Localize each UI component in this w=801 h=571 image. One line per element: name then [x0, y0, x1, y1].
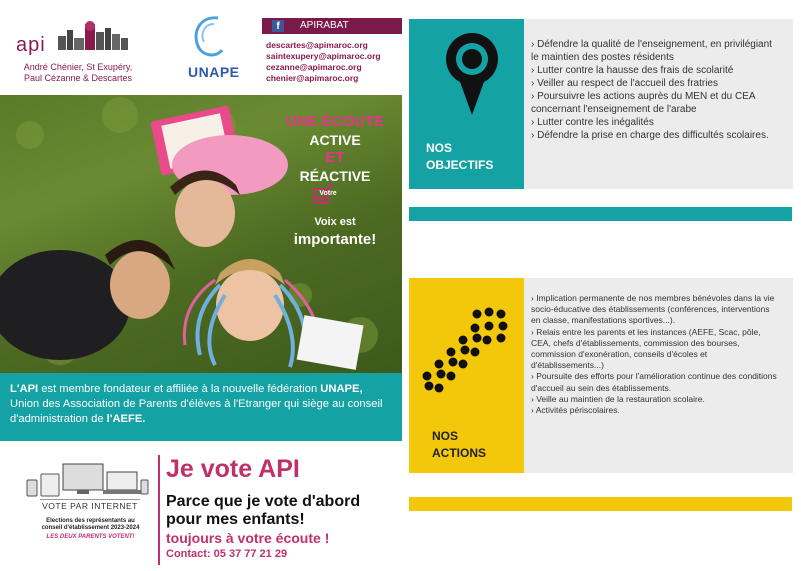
action-item: › Veille au maintien de la restauration scolaire.	[531, 394, 779, 405]
action-item: › Poursuite des efforts pour l'amélioration continue des conditions d'accueil au sein des établissements.	[531, 371, 779, 393]
objectif-item: › Défendre la qualité de l'enseignement, en privilégiant le maintien des postes résidents	[531, 38, 781, 64]
vote-headline: Je vote API	[166, 455, 300, 483]
objectif-item: › Lutter contre les inégalités	[531, 116, 781, 129]
api-schools	[8, 62, 148, 84]
banner-unape: UNAPE,	[320, 383, 363, 395]
vote-reason-line: Parce que je vote d'abord	[166, 493, 361, 510]
action-item: › Activités périscolaires.	[531, 405, 779, 416]
banner-text: est membre fondateur et affiliée à la nouvelle fédération	[38, 383, 321, 395]
api-logo	[8, 6, 148, 86]
vote-reason	[166, 493, 360, 529]
actions-list	[531, 293, 779, 416]
unape-logo	[180, 12, 240, 90]
school-skyline-icon	[58, 20, 128, 50]
federation-text	[10, 382, 392, 427]
students-photo	[0, 95, 402, 373]
email-link[interactable]: chenier@apimaroc.org	[266, 73, 359, 83]
action-item: › Implication permanente de nos membres bénévoles dans la vie socio-éducative des établissements (conférences, interventions en classe, manifestations sportives...).	[531, 293, 779, 327]
slogan-line: Voix est	[314, 216, 356, 228]
divider-line	[158, 455, 160, 565]
vote-internet-label: VOTE PAR INTERNET	[40, 499, 140, 511]
parents-votent: LES DEUX PARENTS VOTENT!	[46, 534, 135, 540]
vote-reason-line: pour mes enfants!	[166, 511, 305, 528]
teal-divider-bar	[409, 207, 792, 221]
objectifs-title	[426, 140, 493, 174]
email-link[interactable]: saintexupery@apimaroc.org	[266, 51, 381, 61]
facebook-bar[interactable]	[262, 18, 402, 34]
contact-phone[interactable]: Contact: 05 37 77 21 29	[166, 548, 288, 560]
objectif-item: › Lutter contre la hausse des frais de scolarité	[531, 64, 781, 77]
slogan-line: ACTIVE	[309, 132, 361, 148]
elections-text	[28, 518, 153, 532]
facebook-page: APIRABAT	[300, 20, 349, 31]
actions-title-line: NOS	[432, 429, 459, 443]
location-pin-icon	[437, 29, 507, 119]
objectif-item: › Poursuivre les actions auprès du MEN et du CEA concernant l'enseignement de l'arabe	[531, 90, 781, 116]
devices-icon	[25, 460, 150, 500]
yellow-divider-bar	[409, 497, 792, 511]
banner-api: L'API	[10, 383, 39, 395]
slogan-line: ET	[325, 149, 345, 166]
dotted-arrow-icon	[417, 298, 517, 398]
slogan-line: importante!	[293, 231, 377, 248]
contact-box	[262, 18, 402, 88]
elections-line: conseil d'établissement 2023-2024	[41, 525, 140, 531]
banner-aefe: l'AEFE.	[106, 413, 146, 425]
email-link[interactable]: descartes@apimaroc.org	[266, 40, 368, 50]
facebook-icon: f	[272, 20, 284, 32]
unape-brand: UNAPE	[188, 64, 240, 80]
api-schools-line: Paul Cézanne & Descartes	[23, 73, 133, 83]
banner-text: Union des Association de Parents d'élèves à l'Etranger qui siège au conseil d'administration de	[10, 398, 383, 425]
email-link[interactable]: cezanne@apimaroc.org	[266, 62, 362, 72]
objectif-item: › Défendre la prise en charge des difficultés scolaires.	[531, 129, 781, 142]
slogan-votre: Votre	[319, 190, 337, 197]
objectif-item: › Veiller au respect de l'accueil des fratries	[531, 77, 781, 90]
federation-banner	[0, 373, 402, 441]
devices-illustration	[25, 460, 150, 500]
objectifs-list	[531, 38, 781, 142]
actions-title	[432, 428, 486, 462]
slogan-spacer	[270, 203, 400, 213]
slogan-line: UNE ÉCOUTE	[285, 113, 385, 130]
action-item: › Relais entre les parents et les instances (AEFE, Scac, pôle, CEA, chefs d'établissements, commission des bourses, commission d'exonération, conseils d'écoles et d'établissements...)	[531, 327, 779, 372]
actions-title-line: ACTIONS	[432, 446, 486, 460]
objectifs-title-line: NOS	[426, 141, 453, 155]
vote-tagline: toujours à votre écoute !	[166, 530, 330, 546]
slogan-block	[270, 113, 400, 249]
email-list	[266, 40, 381, 84]
elections-line: Elections des représentants au	[46, 518, 135, 524]
api-schools-line: André Chénier, St Exupéry,	[23, 62, 133, 72]
api-brand: api	[16, 34, 46, 56]
objectifs-title-line: OBJECTIFS	[426, 158, 494, 172]
unape-swirl-icon	[188, 12, 228, 62]
slogan-line: RÉACTIVE	[299, 168, 371, 184]
